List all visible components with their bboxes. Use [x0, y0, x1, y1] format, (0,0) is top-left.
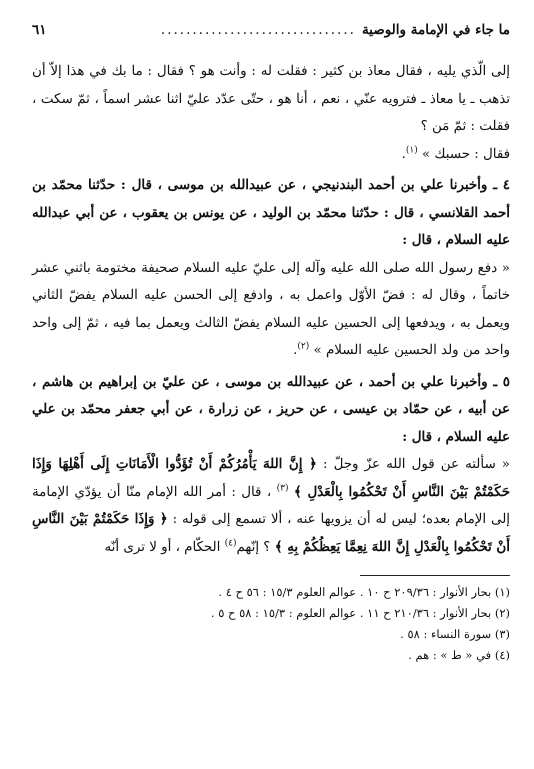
hadith-chain: ٥ ـ وأخبرنا علي بن أحمد ، عن عبيدالله بن موسى ، عن عليّ بن إبراهيم بن هاشم ، عن أبيه ، عن حمّاد بن عيسى ، عن حريز ، عن زرارة ، عن أبي جعفر محمّد بن علي عليه السلام ، قال :: [32, 373, 510, 445]
page-body: [32, 58, 510, 561]
hadith-4: ٤ ـ وأخبرنا علي بن أحمد البندنيجي ، عن عبيدالله بن موسى ، قال : حدّثنا محمّد بن أحمد القلانسي ، قال : حدّثنا محمّد بن الوليد ، عن يونس بن يعقوب ، عن أبي عبدالله عليه السلام ، قال : « دفع رسول الله صلى الله عليه وآله إلى عليّ عليه السلام صحيفة مختومة باثني عشر خاتماً ، وقال له : فضّ الأوّل واعمل به ، وادفع إلى الحسن عليه السلام يفضّ الثاني ويعمل به ، ويدفعها إلى الحسين عليه السلام يفضّ الثالث ويعمل بما فيه ، ثمّ إلى واحد واحد من ولد الحسين عليه السلام » $^{(٢)}$.: [32, 177, 510, 358]
running-header: [32, 22, 510, 44]
footnote-ref[interactable]: (٢): [297, 341, 310, 352]
header-title: ما جاء في الإمامة والوصية: [361, 22, 510, 38]
hadith-text: الحكّام ، أو لا ترى أنّه: [104, 539, 221, 555]
hadith-5: [32, 369, 510, 562]
page-number: ٦١: [32, 22, 47, 38]
book-page: [32, 22, 510, 742]
footnote: (٤) في « ط » : هم .: [408, 648, 510, 662]
hadith-text: « سألته عن قول الله عزّ وجلّ :: [322, 457, 510, 472]
paragraph-text: إلى الّذي يليه ، فقال معاذ بن كثير : فقلت له : وأنت هو ؟ فقال : ما بك في هذا إلاّ أن تذهب ـ يا معاذ ـ فترويه عنّي ، نعم ، أنا هو ، حتّى عدّد عليّ اثنا عشر اسماً ، ثمّ سكت ، فقلت : ثمّ مَن ؟: [32, 64, 510, 134]
hadith-text: « دفع رسول الله صلى الله عليه وآله إلى عليّ عليه السلام صحيفة مختومة باثني عشر خاتماً ، وقال له : فضّ الأوّل واعمل به ، وادفع إلى الحسن عليه السلام يفضّ الثاني ويعمل به ، ويدفعها إلى الحسين عليه السلام يفضّ الثالث ويعمل بما فيه ، ثمّ إلى واحد واحد من ولد الحسين عليه السلام »: [32, 260, 510, 358]
quran-verse: ﴿ إِنَّ اللهَ يَأْمُرُكُمْ أَنْ تُؤَدُّوا الْأَمَانَاتِ إِلَى أَهْلِهَا وَإِذَا حَكَمْتُمْ بَيْنَ النَّاسِ أَنْ تَحْكُمُوا بِالْعَدْلِ ﴾: [32, 456, 510, 500]
footnotes: [32, 582, 510, 666]
paragraph-closing: فقال : حسبك »: [421, 146, 510, 162]
footnote-ref[interactable]: (٣): [276, 483, 289, 494]
hadith-text: ، قال : أمر الله الإمام منّا أن يؤدّي الإمامة إلى الإمام بعده؛ ليس له أن يزويها عنه ، ألا تسمع إلى قوله :: [32, 484, 510, 527]
hadith-text: ؟ إنّهم: [236, 539, 271, 555]
footnote: (٣) سورة النساء : ٥٨ .: [400, 627, 510, 641]
header-leader-dots: ...............................: [160, 22, 356, 38]
quran-verse: ﴿ وَإِذَا حَكَمْتُمْ بَيْنَ النَّاسِ أَنْ تَحْكُمُوا بِالْعَدْلِ إِنَّ اللهَ نِعِمَّا يَعِظُكُمْ بِهِ ﴾: [32, 511, 510, 555]
paragraph-continuation: إلى الّذي يليه ، فقال معاذ بن كثير : فقلت له : وأنت هو ؟ فقال : ما بك في هذا إلاّ أن تذهب ـ يا معاذ ـ فترويه عنّي ، نعم ، أنا هو ، حتّى عدّد عليّ اثنا عشر اسماً ، ثمّ سكت ، فقلت : ثمّ مَن ؟ فقال : حسبك » $^{(١)}$.: [32, 64, 510, 162]
hadith-chain: ٤ ـ وأخبرنا علي بن أحمد البندنيجي ، عن عبيدالله بن موسى ، قال : حدّثنا محمّد بن أحمد القلانسي ، قال : حدّثنا محمّد بن الوليد ، عن يونس بن يعقوب ، عن أبي عبدالله عليه السلام ، قال :: [32, 177, 510, 248]
footnote: (١) بحار الأنوار : ٢٠٩/٣٦ ح ١٠ . عوالم العلوم ١٥/٣ : ٥٦ ح ٤ .: [218, 585, 510, 599]
footnote-ref[interactable]: (٤): [224, 538, 237, 549]
footnote-ref[interactable]: (١): [405, 145, 418, 156]
footnote: (٢) بحار الأنوار : ٢١٠/٣٦ ح ١١ . عوالم العلوم : ١٥/٣ : ٥٨ ح ٥ .: [210, 606, 510, 620]
footnote-divider: [360, 575, 510, 576]
